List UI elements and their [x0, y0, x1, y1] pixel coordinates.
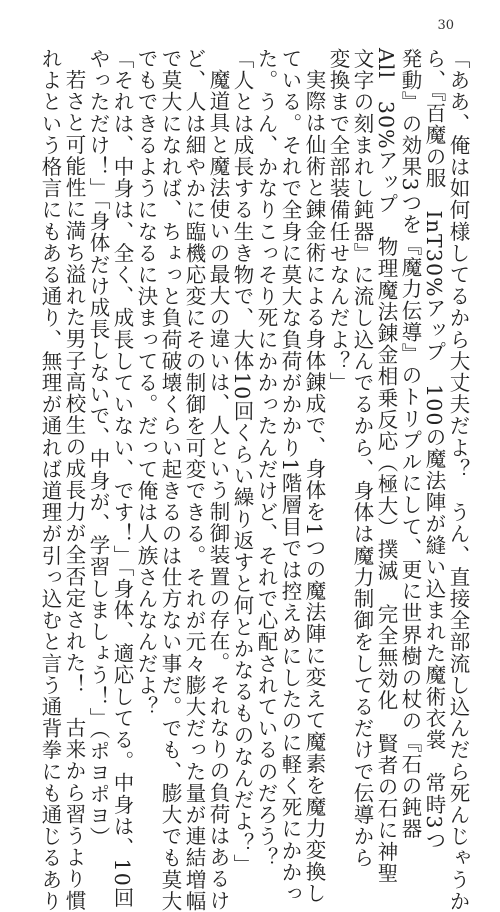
text-line: やっただけ！」「身体だけ成長しないで、中身が、学習しましょう！」（ポヨポヨ）: [86, 48, 110, 849]
text-line: 若さと可能性に満ち溢れた男子高校生の成長力が全否定された！ 古来から習うより慣: [62, 68, 86, 911]
text-line: 文字の刻まれし鈍器』に流し込んでるから、身体は魔力制御をしてるだけで伝導から: [350, 48, 374, 869]
text-line: 「ああ、俺は如何様してるから大丈夫だよ？ うん、直接全部流し込んだら死んじゃうか: [446, 48, 470, 912]
text-line: 「それは、中身は、全く、成長していない、です！」「身体、適応してる。中身は、10回: [110, 48, 134, 909]
text-line: All 30%アップ 物理魔法錬金相乗反応（極大）撲滅 完全無効化 賢者の石に神聖: [374, 48, 398, 885]
page-number: 30: [437, 18, 454, 33]
text-line: 発動』の効果3つを『魔力伝導』のトリプルにして、更に世界樹の杖の『石の鈍器: [398, 48, 422, 840]
text-line: で莫大になれば、ちょっと負荷破壊くらい起きるのは仕方ない事だ。でも、膨大でも莫大: [158, 48, 182, 912]
text-line: た。うん、かなりこっそり死にかかったんだけど、それで心配されているのだろう？: [254, 48, 278, 869]
text-line: ている。それで全身に莫大な負荷がかかり1階層目では控えめにしたのに軽く死にかかっ: [278, 48, 302, 905]
text-line: ど、人は細やかに臨機応変にその制御を可変できる。それが元々膨大だった量が連結増幅: [182, 48, 206, 912]
text-line: 魔道具と魔法使いの最大の違いは、人という制御装置の存在。それなりの負荷はあるけ: [206, 68, 230, 911]
vertical-text-body: [38, 48, 470, 912]
text-line: 変換まで全部装備任せなんだよ？」: [326, 48, 350, 394]
text-line: 「人とは成長する生き物で、大体10回くらい繰り返すと何とかなるものなんだよ？」: [230, 48, 254, 876]
text-line: ら、『百魔の服 InT30%アップ 100の魔法陣が縫い込まれた魔術衣裳 常時3つ: [422, 48, 446, 852]
text-line: でもできるようになるに決まってる。だって俺は人族さんなんだよ？: [134, 48, 158, 718]
text-line: 実際は仙術と錬金術による身体錬成で、身体を1つの魔法陣に変えて魔素を魔力変換し: [302, 68, 326, 904]
text-line: れよという格言にもある通り、無理が通れば道理が引っ込むと言う通背拳にも通じるあり: [38, 48, 62, 912]
